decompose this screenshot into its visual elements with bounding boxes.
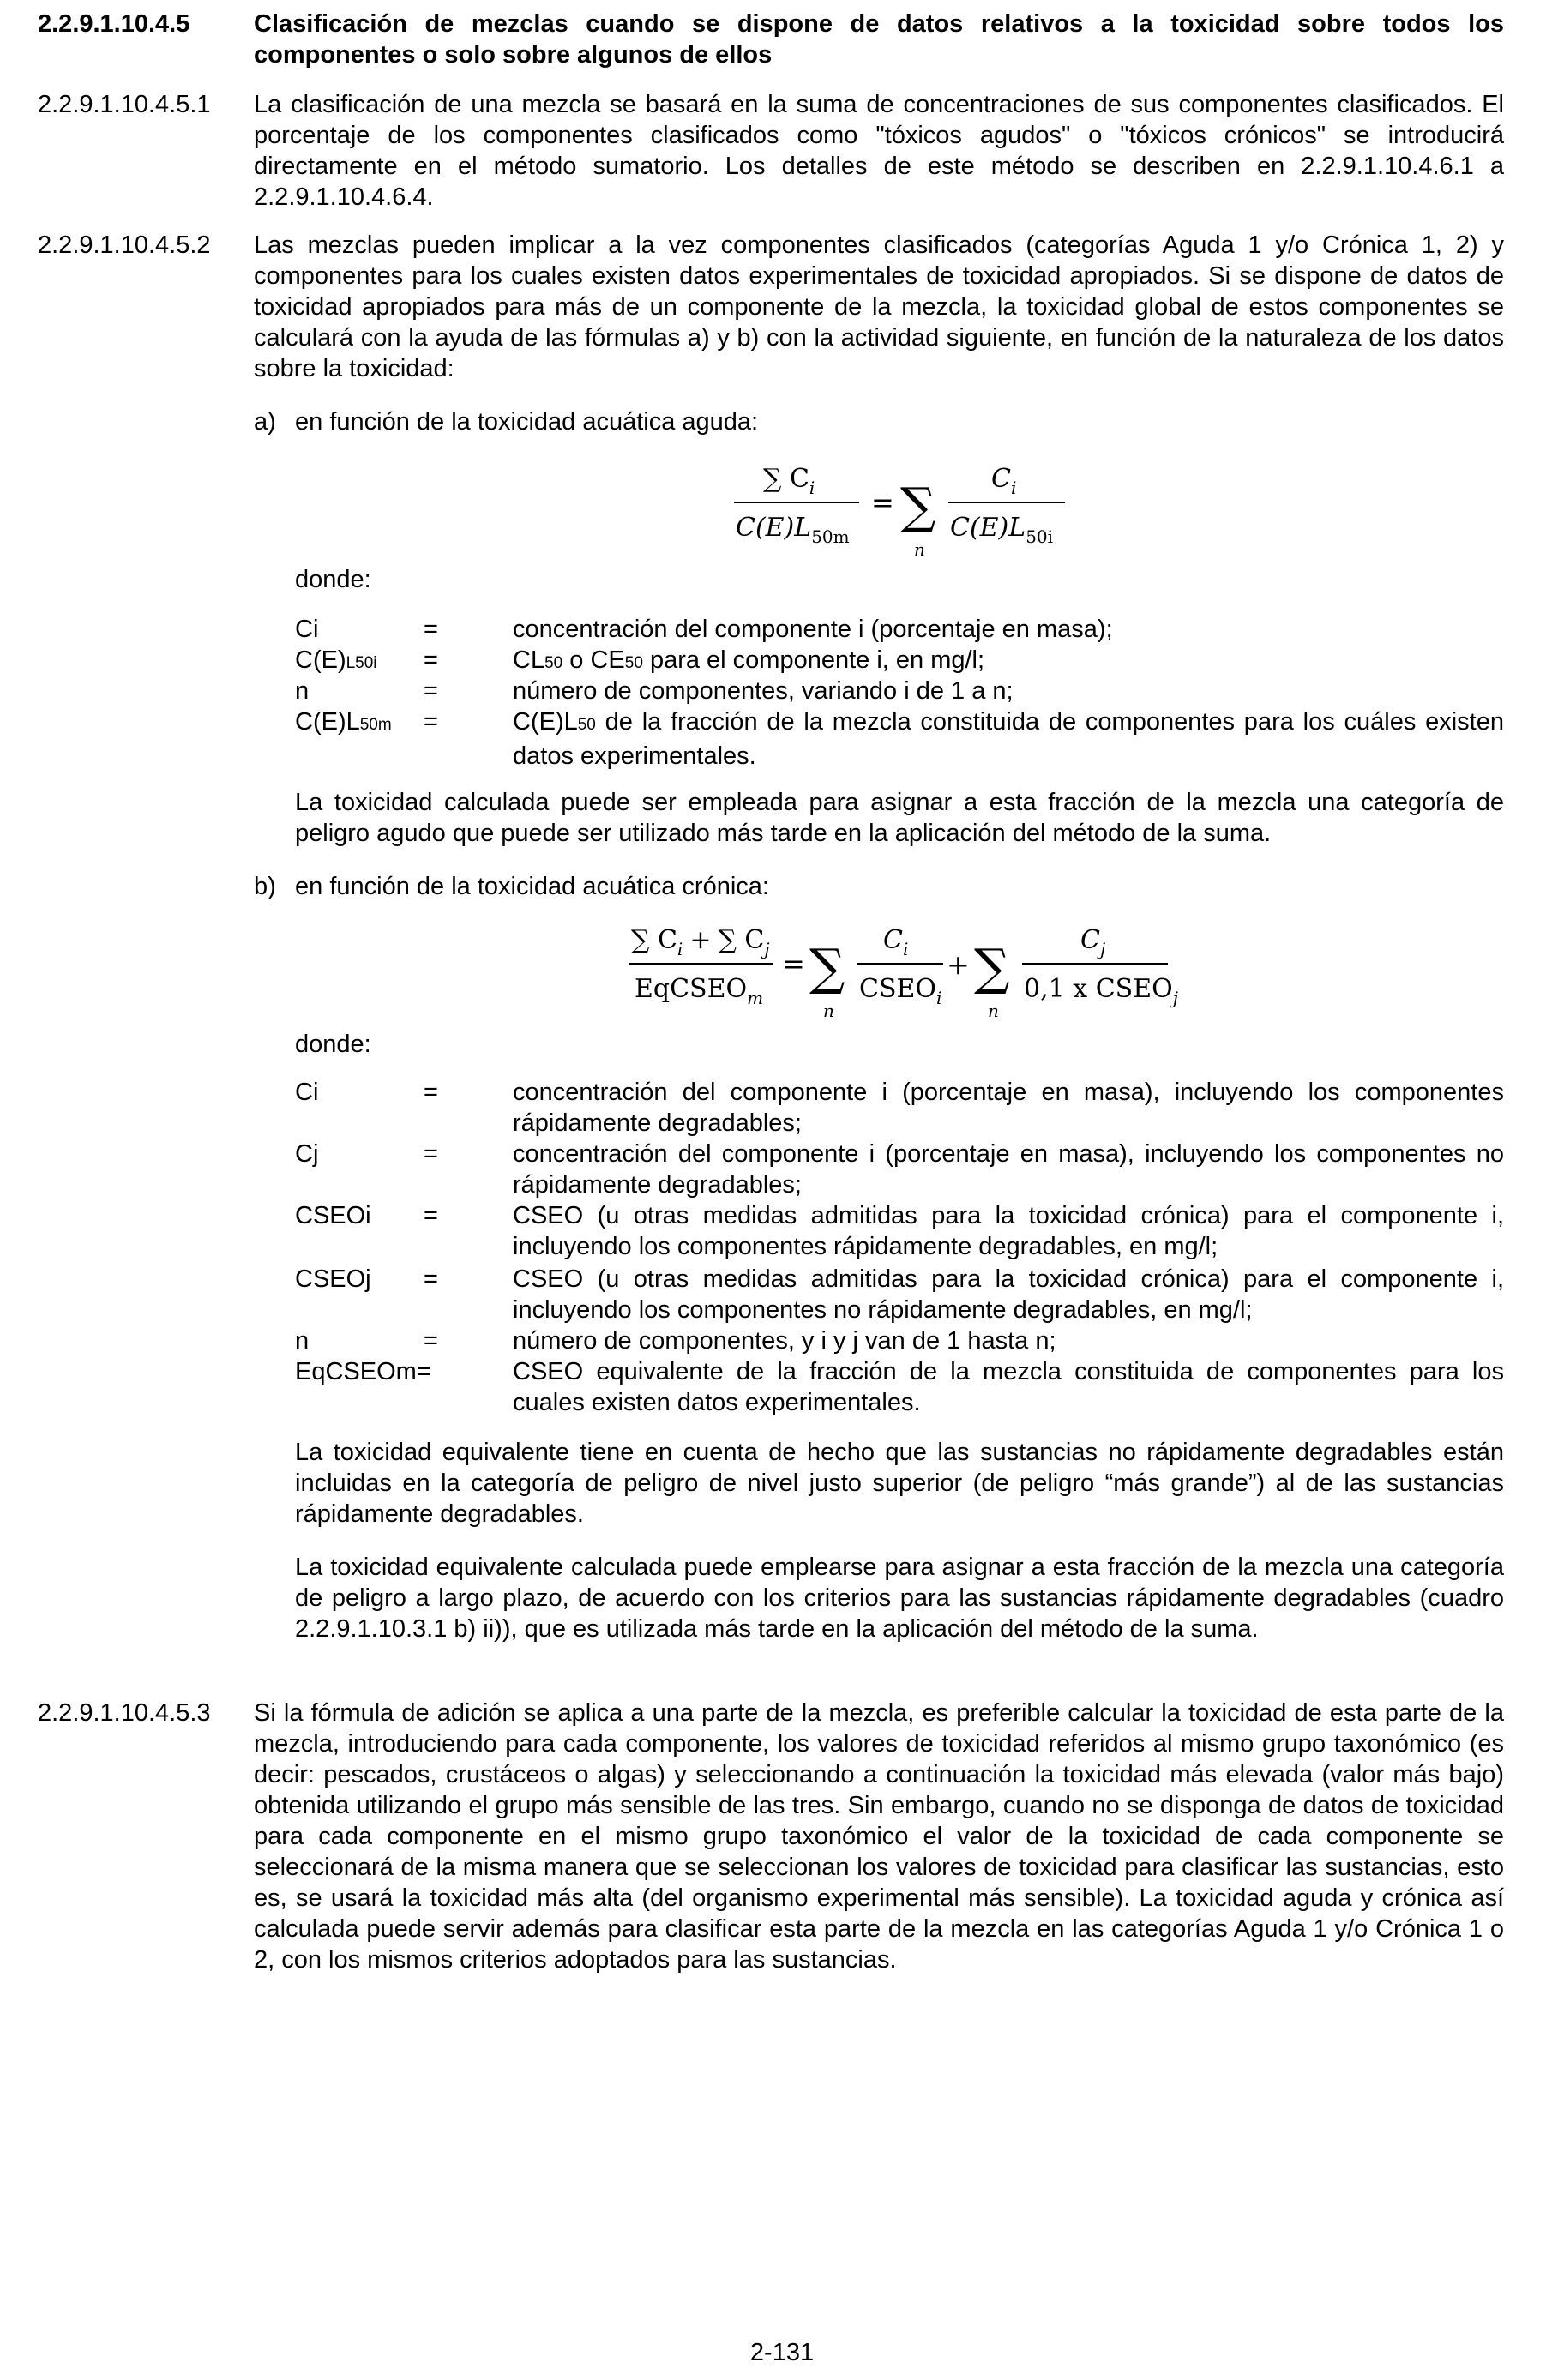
- definition-row: [295, 676, 1504, 706]
- definition-text: número de componentes, variando i de 1 a n;: [513, 677, 1014, 705]
- formula-lhs-numerator: ∑ $C_i$ + ∑ $C_j$: [631, 925, 770, 959]
- summation-sign: ∑: [974, 938, 1010, 996]
- list-item-b: [254, 871, 1504, 902]
- summation-index: n: [823, 1001, 834, 1021]
- where-label: donde:: [295, 1031, 371, 1058]
- summation-sign: ∑: [809, 938, 845, 996]
- paragraph-number: 2.2.9.1.10.4.5.2: [38, 231, 211, 259]
- definition-term: C(E)L50i: [295, 646, 377, 674]
- definition-text: CSEO (u otras medidas admitidas para la toxicidad crónica) para el componente i, incluyendo los componentes rápidamente degradables, en mg/l;: [513, 1202, 1504, 1260]
- formula-lhs-denominator: EqCSEO$_m$: [635, 974, 764, 1008]
- definition-text: número de componentes, y i y j van de 1 hasta n;: [513, 1327, 1056, 1355]
- list-text: en función de la toxicidad acuática aguda:: [295, 408, 759, 436]
- definition-term: CSEOi: [295, 1202, 371, 1229]
- definition-term: n: [295, 1327, 310, 1355]
- definition-equals: =: [424, 616, 438, 643]
- formula-chronic-toxicity: [626, 912, 1178, 1024]
- definition-row: [295, 1200, 1504, 1262]
- page-number: 2-131: [749, 2339, 815, 2366]
- list-text: en función de la toxicidad acuática crónica:: [295, 873, 769, 900]
- paragraph-equivalent-result: La toxicidad equivalente calculada puede emplearse para asignar a esta fracción de la mezcla una categoría de peligro a largo plazo, de acuerdo con los criterios para las sustancias rápidamente degradables (cuadro 2.2.9.1.10.3.1 b) ii)), que es utilizada más tarde en la aplicación del método de la suma.: [295, 1554, 1504, 1643]
- definition-term: EqCSEOm=: [295, 1358, 431, 1385]
- definition-equals: =: [424, 1202, 438, 1229]
- definition-text: concentración del componente i (porcentaje en masa);: [513, 616, 1113, 643]
- summation-index: n: [988, 1001, 999, 1021]
- section-title: Clasificación de mezclas cuando se dispone de datos relativos a la toxicidad sobre todos los componentes o solo sobre algunos de ellos: [254, 10, 1504, 69]
- equals-sign: =: [871, 486, 894, 519]
- formula-lhs-numerator: ∑ $C_i$: [763, 464, 815, 498]
- section-heading: [38, 9, 1504, 70]
- formula-rhs-numerator: $C_i$: [991, 464, 1017, 498]
- definition-row: [295, 1356, 1504, 1418]
- definition-term: CSEOj: [295, 1265, 371, 1293]
- where-label: donde:: [295, 566, 371, 593]
- definition-text: C(E)L50 de la fracción de la mezcla constituida de componentes para los cuáles existen datos experimentales.: [513, 708, 1504, 770]
- formula-rhs-denominator: $C(E)L_{50i}$: [950, 513, 1054, 547]
- definition-equals: =: [424, 1265, 438, 1293]
- paragraph-text: La clasificación de una mezcla se basará en la suma de concentraciones de sus componentes clasificados. El porcentaje de los componentes clasificados como "tóxicos agudos" o "tóxicos crónicos" se introducirá directamente en el método sumatorio. Los detalles de este método se describen en 2.2.9.1.10.4.6.1 a 2.2.9.1.10.4.6.4.: [254, 91, 1504, 211]
- formula-acute-toxicity: [729, 451, 1072, 562]
- definition-row: [295, 645, 1504, 679]
- summation-sign: ∑: [900, 477, 936, 535]
- definition-row: [295, 614, 1504, 645]
- definition-term: Ci: [295, 1079, 319, 1106]
- formula-term2-numerator: $C_j$: [1080, 925, 1106, 959]
- definition-text: concentración del componente i (porcentaje en masa), incluyendo los componentes no rápidamente degradables;: [513, 1140, 1504, 1199]
- definition-term: n: [295, 677, 310, 705]
- definition-term: Ci: [295, 616, 319, 643]
- definition-equals: =: [424, 1079, 438, 1106]
- formula-lhs-denominator: $C(E)L_{50m}$: [736, 513, 850, 547]
- summation-index: n: [914, 539, 925, 560]
- paragraph-number: 2.2.9.1.10.4.5.3: [38, 1699, 211, 1727]
- definition-equals: =: [424, 1140, 438, 1168]
- definition-equals: =: [424, 646, 438, 674]
- plus-sign: +: [947, 948, 970, 981]
- definition-equals: =: [424, 708, 438, 736]
- section-number: 2.2.9.1.10.4.5: [38, 10, 190, 38]
- paragraph-equivalent-toxicity: La toxicidad equivalente tiene en cuenta de hecho que las sustancias no rápidamente degradables están incluidas en la categoría de peligro de nivel justo superior (de peligro “más grande”) al de las sustancias rápidamente degradables.: [295, 1439, 1504, 1528]
- formula-term1-denominator: $CSEO_i$: [859, 974, 942, 1008]
- definition-text: CL50 o CE50 para el componente i, en mg/l;: [513, 646, 985, 674]
- definition-row: [295, 1077, 1504, 1139]
- paragraph-text: Si la fórmula de adición se aplica a una parte de la mezcla, es preferible calcular la toxicidad de esta parte de la mezcla, introduciendo para cada componente, los valores de toxicidad referidos al mismo grupo taxonómico (es decir: pescados, crustáceos o algas) y seleccionando a continuación la toxicidad más elevada (valor más bajo) obtenida utilizando el grupo más sensible de las tres. Sin embargo, cuando no se disponga de datos de toxicidad para cada componente en el mismo grupo taxonómico el valor de la toxicidad de cada componente se seleccionará de la misma manera que se seleccionan los valores de toxicidad para clasificar las sustancias, esto es, se usará la toxicidad más alta (del organismo experimental más sensible). La toxicidad aguda y crónica así calculada puede servir además para clasificar esta parte de la mezcla en las categorías Aguda 1 y/o Crónica 1 o 2, con los mismos criterios adoptados para las sustancias.: [254, 1699, 1504, 1974]
- paragraph-5-2: [38, 230, 1504, 384]
- formula-term2-denominator: 0,1 x $CSEO_j$: [1024, 974, 1178, 1008]
- definition-term: C(E)L50m: [295, 708, 392, 736]
- definition-row: [295, 1264, 1504, 1325]
- definition-row: [295, 706, 1504, 772]
- definition-equals: =: [424, 677, 438, 705]
- list-item-a: [254, 406, 1504, 437]
- definition-text: concentración del componente i (porcentaje en masa), incluyendo los componentes rápidamente degradables;: [513, 1079, 1504, 1137]
- formula-term1-numerator: $C_i$: [883, 925, 909, 959]
- definition-term: Cj: [295, 1140, 319, 1168]
- definition-text: CSEO equivalente de la fracción de la mezcla constituida de componentes para los cuales existen datos experimentales.: [513, 1358, 1504, 1416]
- equals-sign: =: [782, 947, 805, 980]
- list-label: a): [254, 408, 276, 436]
- paragraph-text: Las mezclas pueden implicar a la vez componentes clasificados (categorías Aguda 1 y/o Crónica 1, 2) y componentes para los cuales existen datos experimentales de toxicidad apropiados. Si se dispone de datos de toxicidad apropiados para más de un componente de la mezcla, la toxicidad global de estos componentes se calculará con la ayuda de las fórmulas a) y b) con la actividad siguiente, en función de la naturaleza de los datos sobre la toxicidad:: [254, 231, 1504, 382]
- paragraph-5-3: [38, 1698, 1504, 1975]
- definition-equals: =: [424, 1327, 438, 1355]
- definition-row: [295, 1325, 1504, 1356]
- list-label: b): [254, 873, 276, 900]
- definition-text: CSEO (u otras medidas admitidas para la toxicidad crónica) para el componente i, incluyendo los componentes no rápidamente degradables, en mg/l;: [513, 1265, 1504, 1324]
- paragraph-acute-result: La toxicidad calculada puede ser empleada para asignar a esta fracción de la mezcla una categoría de peligro agudo que puede ser utilizado más tarde en la aplicación del método de la suma.: [295, 789, 1504, 847]
- paragraph-number: 2.2.9.1.10.4.5.1: [38, 91, 211, 118]
- paragraph-5-1: [38, 89, 1504, 213]
- definition-row: [295, 1139, 1504, 1200]
